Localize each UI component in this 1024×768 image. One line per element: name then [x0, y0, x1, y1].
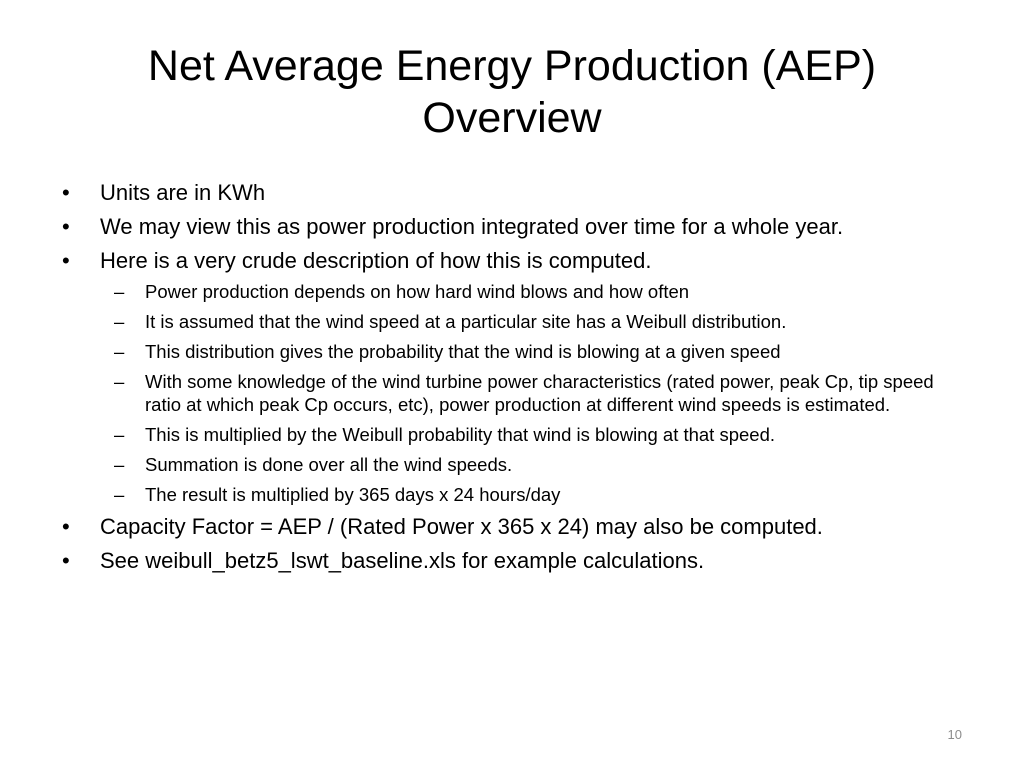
bullet-item [60, 548, 970, 574]
bullet-list [60, 180, 970, 574]
sub-bullet-item [100, 340, 970, 363]
bullet-text: Capacity Factor = AEP / (Rated Power x 365 x 24) may also be computed. [100, 514, 823, 539]
sub-bullet-item [100, 280, 970, 303]
sub-bullet-text: This distribution gives the probability that the wind is blowing at a given speed [145, 341, 781, 362]
bullet-item [60, 248, 970, 506]
dash-icon: – [114, 454, 125, 475]
slide-title [60, 40, 964, 144]
sub-bullet-item [100, 453, 970, 476]
slide-title-line-2: Overview [422, 94, 602, 142]
bullet-icon: • [62, 548, 70, 573]
dash-icon: – [114, 484, 125, 505]
sub-bullet-list [100, 280, 970, 506]
bullet-text: Here is a very crude description of how this is computed. [100, 248, 652, 273]
bullet-text: Units are in KWh [100, 180, 266, 205]
dash-icon: – [114, 371, 125, 392]
bullet-item [60, 514, 970, 540]
bullet-icon: • [62, 514, 70, 539]
bullet-icon: • [62, 214, 70, 239]
sub-bullet-text: This is multiplied by the Weibull probability that wind is blowing at that speed. [145, 424, 776, 445]
sub-bullet-item [100, 423, 970, 446]
bullet-icon: • [62, 248, 70, 273]
slide-body [60, 180, 970, 582]
sub-bullet-text: The result is multiplied by 365 days x 24 hours/day [145, 484, 561, 505]
sub-bullet-item [100, 483, 970, 506]
slide-title-line-1: Net Average Energy Production (AEP) [147, 42, 877, 90]
sub-bullet-text: Summation is done over all the wind speeds. [145, 454, 513, 475]
sub-bullet-text: With some knowledge of the wind turbine power characteristics (rated power, peak Cp, tip speed ratio at which peak Cp occurs, etc), power production at different wind speeds is estimated. [145, 371, 934, 415]
dash-icon: – [114, 424, 125, 445]
sub-bullet-text: It is assumed that the wind speed at a particular site has a Weibull distribution. [145, 311, 787, 332]
page-number: 10 [947, 727, 962, 742]
bullet-item [60, 214, 970, 240]
dash-icon: – [114, 341, 125, 362]
sub-bullet-text: Power production depends on how hard wind blows and how often [145, 281, 690, 302]
sub-bullet-item [100, 310, 970, 333]
dash-icon: – [114, 281, 125, 302]
bullet-item [60, 180, 970, 206]
bullet-text: We may view this as power production integrated over time for a whole year. [100, 214, 844, 239]
bullet-text: See weibull_betz5_lswt_baseline.xls for example calculations. [100, 548, 705, 573]
bullet-icon: • [62, 180, 70, 205]
sub-bullet-item [100, 370, 970, 416]
dash-icon: – [114, 311, 125, 332]
